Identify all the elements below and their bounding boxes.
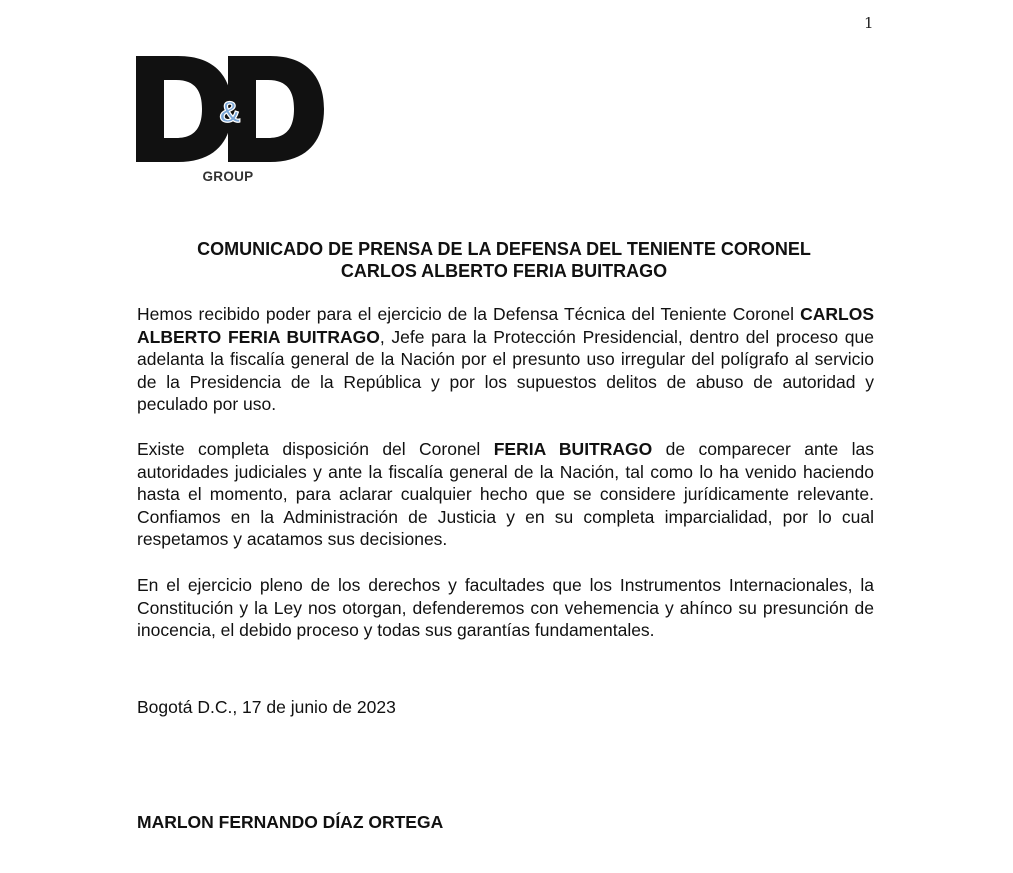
paragraph-2-lead: Existe completa disposición del Coronel: [137, 439, 481, 459]
page-title: [120, 238, 888, 282]
title-line-1: COMUNICADO DE PRENSA DE LA DEFENSA DEL TENIENTE CORONEL: [197, 239, 811, 259]
paragraph-1-rest: , Jefe para la Protección Presidencial, dentro del proceso que adelanta la fiscalía general de la Nación por el presunto uso irregular del polígrafo al servicio de la Presidencia de la República y por los supuestos delitos de abuso de autoridad y peculado por uso.: [137, 326, 874, 414]
dd-group-logo: [136, 56, 326, 188]
client-name-bold: CARLOS ALBERTO FERIA BUITRAGO: [137, 304, 874, 347]
paragraph-3: En el ejercicio pleno de los derechos y facultades que los Instrumentos Internacionales, la Constitución y la Ley nos otorgan, defenderemos con vehemencia y ahínco su presunción de inocencia, el debido proceso y todas sus garantías fundamentales.: [137, 575, 874, 640]
date-line: Bogotá D.C., 17 de junio de 2023: [137, 697, 396, 717]
paragraph-1: [137, 303, 874, 416]
logo-letter-right-d: [228, 56, 324, 162]
logo-ampersand: &: [219, 96, 241, 129]
paragraph-2-rest: de comparecer ante las autoridades judiciales y ante la fiscalía general de la Nación, tal como lo ha venido haciendo hasta el momento, para aclarar cualquier hecho que se considere jurídicamente relevante. Confiamos en la Administración de Justicia y en su completa imparcialidad, por lo cual respetamos y acatamos sus decisiones.: [137, 439, 874, 549]
signature-name: MARLON FERNANDO DÍAZ ORTEGA: [137, 812, 444, 832]
paragraph-2: [137, 438, 874, 551]
page-number: 1: [864, 14, 874, 32]
title-line-2: CARLOS ALBERTO FERIA BUITRAGO: [340, 261, 668, 281]
client-surname-bold: FERIA BUITRAGO: [493, 439, 653, 459]
logo-group-text: GROUP: [202, 169, 254, 184]
paragraph-1-lead: Hemos recibido poder para el ejercicio de la Defensa Técnica del Teniente Coronel: [137, 304, 795, 324]
logo-letter-left-d: [136, 56, 232, 162]
